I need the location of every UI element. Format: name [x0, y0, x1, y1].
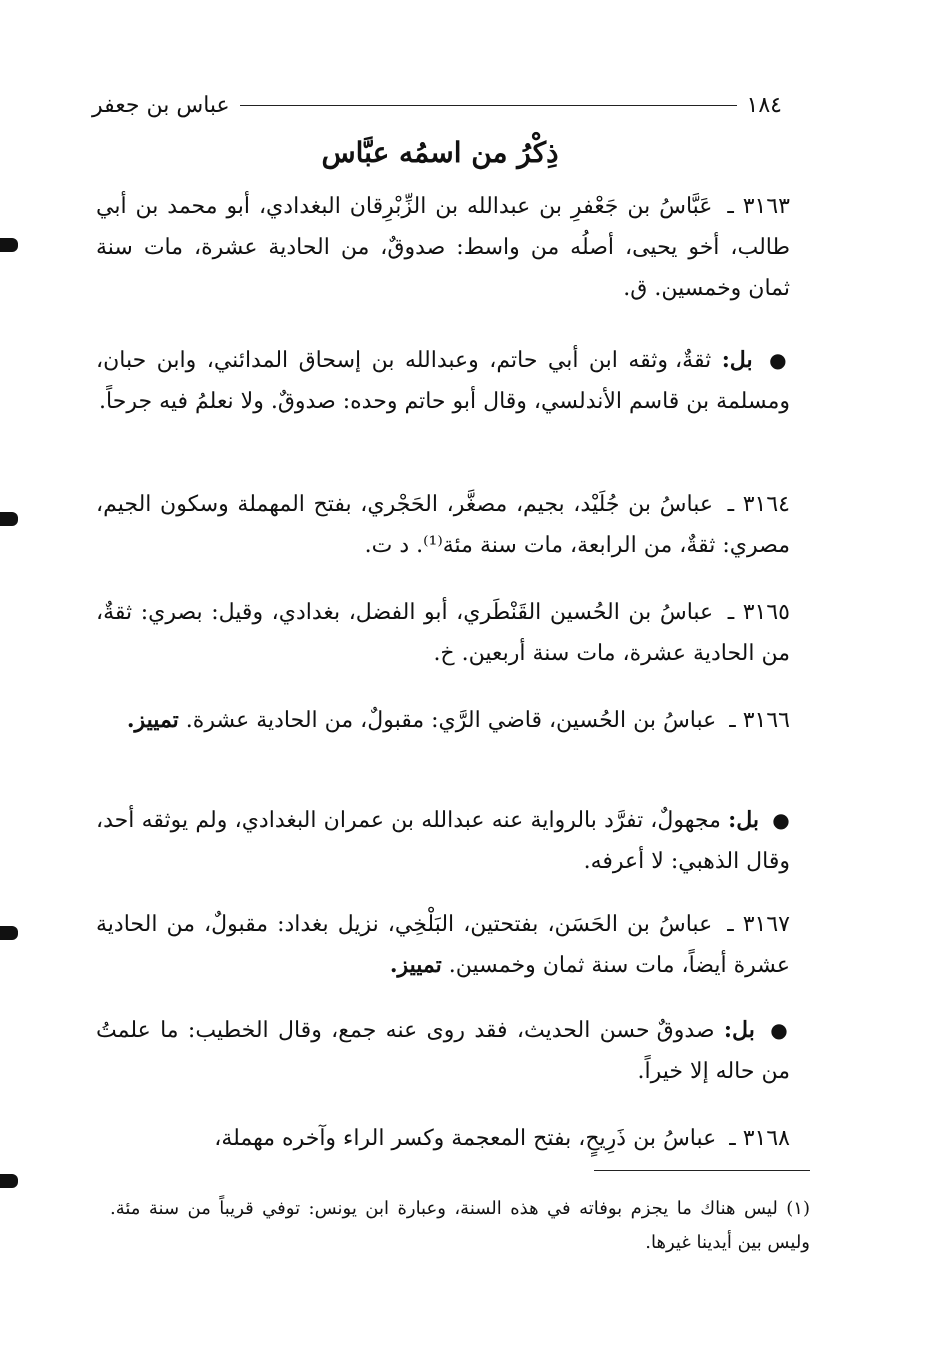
entry-number: ٣١٦٨ ـ	[729, 1126, 790, 1151]
binding-mark	[0, 926, 18, 940]
binding-mark	[0, 1174, 18, 1188]
bullet-icon: ●	[769, 348, 791, 372]
footnote-rule	[594, 1170, 810, 1171]
entry-3168	[96, 1118, 790, 1159]
comment-text: مجهولٌ، تفرَّد بالرواية عنه عبدالله بن عمران البغدادي، ولم يوثقه أحد، وقال الذهبي: لا أعرفه.	[96, 808, 790, 874]
page-number: ١٨٤	[746, 92, 782, 118]
entry-number: ٣١٦٧ ـ	[727, 912, 790, 937]
entry-text: عَبَّاسُ بن جَعْفرِ بن عبدالله بن الزِّبْرِقان البغدادي، أبو محمد بن أبي طالب، أخو يحيى، أصلُه من واسط: صدوقٌ، من الحادية عشرة، مات سنة ثمان وخمسين. ق.	[96, 194, 790, 301]
entry-number: ٣١٦٤ ـ	[727, 492, 790, 517]
entry-number: ٣١٦٦ ـ	[729, 708, 790, 733]
entry-text: عباسُ بن جُلَيْد، بجيم، مصغَّر، الحَجْري، بفتح المهملة وسكون الجيم، مصري: ثقةٌ، من الرابعة، مات سنة مئة⁽¹⁾. د ت.	[96, 492, 790, 558]
entry-tag: تمييز.	[126, 707, 179, 733]
header-rule	[240, 105, 737, 106]
entry-text: عباسُ بن الحُسين، قاضي الرَّي: مقبولٌ، من الحادية عشرة.	[185, 708, 717, 733]
entry-3163	[96, 186, 790, 309]
running-title: عباس بن جعفر	[92, 92, 230, 118]
bullet-icon: ●	[772, 808, 790, 832]
comment-text: ثقةٌ، وثقه ابن أبي حاتم، وعبدالله بن إسحاق المدائني، وابن حبان، ومسلمة بن قاسم الأندلسي، وقال أبو حاتم وحده: صدوقٌ. ولا نعلمُ فيه جرحاً.	[96, 348, 790, 414]
entry-tag: تمييز.	[389, 952, 442, 978]
entry-text: عباسُ بن الحُسين القَنْطَري، أبو الفضل، بغدادي، وقيل: بصري: ثقةٌ، من الحادية عشرة، مات سنة أربعين. خ.	[96, 600, 790, 666]
entry-number: ٣١٦٣ ـ	[727, 194, 790, 219]
page-header	[92, 88, 782, 122]
comment-3163	[96, 340, 790, 422]
entry-number: ٣١٦٥ ـ	[727, 600, 790, 625]
comment-text: صدوقٌ حسن الحديث، فقد روى عنه جمع، وقال الخطيب: ما علمتُ من حاله إلا خيراً.	[96, 1018, 790, 1084]
binding-mark	[0, 512, 18, 526]
entry-3167	[96, 904, 790, 986]
entry-3164	[96, 484, 790, 566]
comment-label: بل:	[723, 1017, 755, 1043]
bullet-icon: ●	[770, 1018, 790, 1042]
footnote: (١) ليس هناك ما يجزم بوفاته في هذه السنة، وعبارة ابن يونس: توفي قريباً من سنة مئة. وليس بين أيدينا غيرها.	[110, 1198, 810, 1253]
comment-3167	[96, 1010, 790, 1092]
binding-mark	[0, 238, 18, 252]
comment-label: بل:	[728, 807, 760, 833]
entry-text: عباسُ بن ذَرِيحٍ، بفتح المعجمة وكسر الراء وآخره مهملة،	[214, 1126, 717, 1151]
entry-3165	[96, 592, 790, 674]
section-title: ذِكْرُ من اسمُه عبَّاس	[321, 136, 559, 169]
entry-3166	[96, 700, 790, 741]
entry-text: عباسُ بن الحَسَن، بفتحتين، البَلْخِي، نزيل بغداد: مقبولٌ، من الحادية عشرة أيضاً، مات سنة ثمان وخمسين.	[96, 912, 790, 978]
comment-label: بل:	[721, 347, 753, 373]
comment-3166	[96, 800, 790, 882]
